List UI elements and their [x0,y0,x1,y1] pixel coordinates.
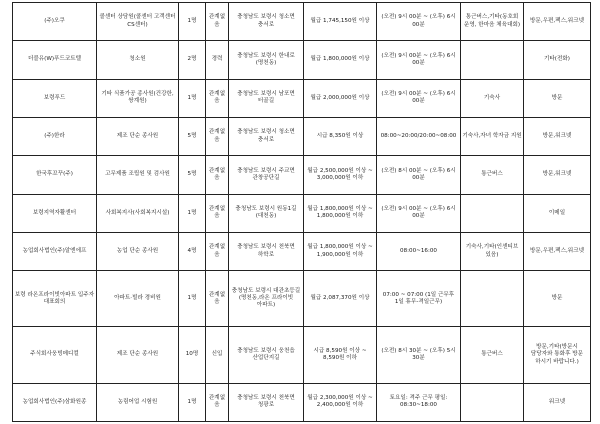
experience-text: 관계없음 [208,91,226,105]
table-row [13,117,591,155]
experience-text: 관계없음 [208,291,226,305]
company-cell [13,41,97,79]
location-cell [229,156,304,194]
company-text: 한국후꼬꾸(주) [36,171,73,178]
application-method-text: 방문,워크넷 [542,132,572,139]
job-title-cell [97,383,179,421]
company-text: (주)오쿠 [44,18,65,25]
experience-text: 관계없음 [208,205,226,220]
work-hours-cell [377,3,461,41]
job-title-cell [97,41,179,79]
wage-cell [304,156,377,194]
application-method-text: 기타(전화) [544,56,570,63]
table-row [13,327,591,383]
wage-text: 월급 2,500,000원 이상 ~ 3,000,000원 이하 [307,167,373,181]
location-cell [229,194,304,232]
application-method-cell [524,194,591,232]
job-title-text: 농업 단순 종사원 [116,247,159,254]
application-method-text: 방문,워크넷 [542,171,572,178]
benefits-cell [461,383,524,421]
wage-cell [304,383,377,421]
headcount-cell [179,79,206,117]
wage-text: 월급 2,087,370원 이상 [310,295,370,302]
experience-cell [206,41,229,79]
company-cell [13,383,97,421]
headcount-cell [179,383,206,421]
application-method-cell [524,383,591,421]
application-method-text: 방문,기타(방문시 담당자와 통화후 방문 하시기 바랍니다.) [530,344,584,365]
job-title-text: 고무제품 조립원 및 검사원 [105,171,170,178]
wage-text: 월급 1,800,000원 이상 ~ 1,800,000원 이하 [307,205,373,220]
wage-text: 월급 1,745,150원 이상 [310,18,370,25]
experience-cell [206,3,229,41]
headcount-text: 1명 [187,295,197,302]
job-title-text: 기타 식품가공 종사원(건강한,쌍계원) [101,91,174,105]
work-hours-text: 토요일: 격주 근무 평일: 08:30~18:00 [389,395,448,409]
benefits-cell [461,156,524,194]
application-method-cell [524,327,591,383]
table-row [13,79,591,117]
headcount-text: 5명 [187,132,197,139]
application-method-cell [524,117,591,155]
benefits-text: 기숙사,자녀 학자금 지원 [462,132,522,139]
wage-cell [304,79,377,117]
headcount-text: 1명 [187,398,197,405]
location-cell [229,41,304,79]
wage-cell [304,327,377,383]
table-row [13,3,591,41]
work-hours-cell [377,232,461,270]
application-method-cell [524,271,591,327]
wage-text: 월급 1,800,000원 이상 ~ 1,900,000원 이하 [307,244,373,258]
company-cell [13,232,97,270]
job-title-cell [97,232,179,270]
experience-cell [206,194,229,232]
location-text: 충청남도 보령시 천북면 하학로 [237,244,295,258]
application-method-text: 이메일 [548,209,566,216]
company-text: 농업회사법인(주)삼화원종 [22,398,87,405]
location-text: 충청남도 보령시 주교면 관창공단길 [237,167,295,181]
experience-text: 관계없음 [208,395,226,409]
job-title-text: 제조 단순 종사원 [116,132,159,139]
company-cell [13,194,97,232]
benefits-text: 통근버스,기타(동호회 운영, 한마음 체육대회) [463,14,521,28]
work-hours-cell [377,327,461,383]
work-hours-text: (오전) 9시 00분 ~ (오후) 6시 00분 [381,91,456,105]
location-cell [229,79,304,117]
application-method-text: 워크넷 [548,398,566,405]
work-hours-cell [377,79,461,117]
company-text: (주)한라 [44,132,65,139]
company-text: 더블유(W)푸드코트텔 [27,56,82,63]
company-cell [13,271,97,327]
experience-text: 관계없음 [208,167,226,181]
benefits-cell [461,232,524,270]
headcount-cell [179,232,206,270]
benefits-text: 통근버스 [481,351,503,358]
location-cell [229,327,304,383]
work-hours-text: 08:00~16:00 [400,247,437,254]
location-text: 충청남도 보령시 천북면 청광로 [237,395,295,409]
company-cell [13,327,97,383]
job-title-text: 사회복지사(사회복지시설) [105,209,170,216]
experience-cell [206,156,229,194]
table-row [13,194,591,232]
headcount-text: 5명 [187,171,197,178]
work-hours-text: (오전) 8시 30분 ~ (오후) 5시 30분 [381,347,456,362]
experience-cell [206,383,229,421]
work-hours-cell [377,117,461,155]
job-listing-table [12,2,591,422]
experience-text: 경력 [211,56,223,63]
company-cell [13,79,97,117]
headcount-text: 1명 [187,18,197,25]
location-text: 충청남도 보령시 청소면 충서로 [237,14,295,28]
job-title-cell [97,156,179,194]
wage-text: 월급 2,300,000원 이상 ~ 2,400,000원 이하 [307,395,373,409]
experience-cell [206,117,229,155]
wage-cell [304,271,377,327]
benefits-text: 기숙사 [483,94,501,101]
application-method-text: 방문,우편,팩스,워크넷 [530,247,584,254]
job-title-cell [97,3,179,41]
benefits-cell [461,79,524,117]
company-cell [13,117,97,155]
application-method-cell [524,3,591,41]
headcount-cell [179,41,206,79]
table-row [13,41,591,79]
location-text: 충청남도 보령시 한내로 (명천동) [237,52,295,66]
application-method-text: 방문 [551,295,563,302]
table-row [13,271,591,327]
work-hours-text: (오전) 9시 00분 ~ (오후) 6시 00분 [381,205,456,220]
wage-cell [304,232,377,270]
company-cell [13,156,97,194]
benefits-cell [461,41,524,79]
wage-cell [304,41,377,79]
table-row [13,232,591,270]
work-hours-text: 08:00~20:00/20:00~08:00 [380,132,457,139]
job-title-cell [97,79,179,117]
wage-text: 월급 1,800,000원 이상 [310,56,370,63]
wage-cell [304,194,377,232]
application-method-cell [524,156,591,194]
location-text: 충청남도 보령시 청소면 충서로 [237,129,295,143]
benefits-cell [461,271,524,327]
application-method-text: 방문 [551,94,563,101]
work-hours-text: 07:00 ~ 07:00 (1일 근무후 1일 휴무-격일근무) [382,291,455,305]
work-hours-text: (오전) 9시 00분 ~ (오후) 6시 00분 [381,52,456,66]
work-hours-cell [377,156,461,194]
location-text: 충청남도 보령시 원동1길 (대천동) [235,205,297,220]
work-hours-cell [377,271,461,327]
company-text: 보령지역자활센터 [32,209,77,216]
company-text: 보령푸드 [43,94,66,101]
company-text: 농업회사법인(주)알엔에프 [22,247,87,254]
job-title-text: 제조 단순 종사원 [116,351,159,358]
headcount-cell [179,327,206,383]
headcount-text: 10명 [185,351,199,358]
headcount-cell [179,271,206,327]
wage-text: 시급 8,350원 이상 [316,132,364,139]
wage-cell [304,117,377,155]
benefits-cell [461,327,524,383]
work-hours-text: (오전) 9시 00분 ~ (오후) 6시 00분 [381,14,456,28]
company-text: 주식회사웅빙메디컬 [30,351,79,358]
headcount-text: 1명 [187,209,197,216]
headcount-cell [179,3,206,41]
location-text: 충청남도 보령시 웅천읍 산업단지길 [237,347,295,362]
location-cell [229,117,304,155]
benefits-text: 통근버스 [481,171,503,178]
location-cell [229,271,304,327]
work-hours-cell [377,194,461,232]
headcount-cell [179,156,206,194]
experience-cell [206,79,229,117]
location-text: 충청남도 보령시 남포면 터골길 [237,91,295,105]
benefits-cell [461,3,524,41]
location-text: 충청남도 보령시 대관초등길 (명천동,라온 프라이빗 아파트) [231,287,301,309]
benefits-cell [461,194,524,232]
wage-text: 월급 2,000,000원 이상 [310,94,370,101]
work-hours-text: (오전) 8시 00분 ~ (오후) 6시 00분 [381,167,456,181]
application-method-cell [524,41,591,79]
headcount-cell [179,194,206,232]
application-method-cell [524,232,591,270]
experience-text: 관계없음 [208,14,226,28]
wage-text: 시급 8,590원 이상 ~ 8,590원 이하 [313,347,367,362]
table-row [13,156,591,194]
job-title-cell [97,271,179,327]
job-title-cell [97,194,179,232]
table-row [13,383,591,421]
company-cell [13,3,97,41]
location-cell [229,383,304,421]
location-cell [229,232,304,270]
location-cell [229,3,304,41]
experience-cell [206,271,229,327]
company-text: 보령 라온프라이빗아파트 입주자 대표회의 [14,291,95,305]
job-title-text: 아파트·빌라 경비원 [114,295,161,302]
experience-text: 관계없음 [208,129,226,143]
job-title-text: 콜센터 상담원(콜센터 고객센터 CS센터) [99,14,176,28]
work-hours-cell [377,41,461,79]
job-title-text: 청소원 [129,56,146,63]
experience-cell [206,327,229,383]
application-method-cell [524,79,591,117]
job-title-text: 농림어업 시험원 [117,398,158,405]
headcount-text: 4명 [187,247,197,254]
application-method-text: 방문,우편,팩스,워크넷 [530,18,584,25]
experience-text: 신입 [211,351,223,358]
wage-cell [304,3,377,41]
experience-text: 관계없음 [208,244,226,258]
benefits-cell [461,117,524,155]
job-title-cell [97,117,179,155]
job-title-cell [97,327,179,383]
work-hours-cell [377,383,461,421]
benefits-text: 기숙사,기타(인센티브 있음) [465,244,519,258]
headcount-text: 1명 [187,94,197,101]
headcount-text: 2명 [187,56,197,63]
headcount-cell [179,117,206,155]
experience-cell [206,232,229,270]
